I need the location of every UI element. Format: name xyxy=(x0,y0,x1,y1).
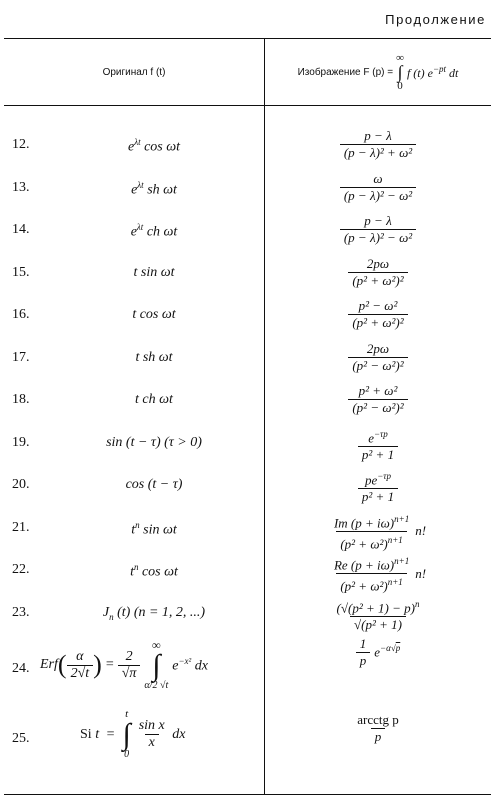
image-expression: $\frac{\text{arcctg p}}{p}$ xyxy=(357,712,399,744)
image-expression xyxy=(265,427,491,462)
table-row xyxy=(4,295,491,338)
image-expression xyxy=(265,129,491,160)
image-expression xyxy=(265,384,491,415)
original-function: $J_n$ (t) (n = 1, 2, ...) xyxy=(102,604,206,622)
row-number: 17. xyxy=(12,349,30,365)
image-label: Изображение F (p) = xyxy=(297,66,394,78)
continuation-caption: Продолжение xyxy=(385,12,486,27)
factorial-suffix: n! xyxy=(415,523,427,539)
fraction: $\frac{Re (p + i\omega)^{n+1}}{(p^2 + \omega^2)^{n+1}}$ xyxy=(333,556,410,594)
image-expression xyxy=(265,554,491,594)
table-row xyxy=(4,550,491,593)
erf-expression: Erf ( $\frac{\alpha}{2√t}$ ) = $\frac{2}{√\pi}$ ∞ ∫ α/2 √t $e^{-x^2}$ dx xyxy=(40,638,208,691)
original-function: $t^n$ cos ωt xyxy=(130,562,178,580)
fraction: $\frac{\omega}{\text{(p − λ)² − ω²}}$ xyxy=(340,172,416,203)
image-expression xyxy=(265,469,491,504)
si-expression: Si t = t ∫ 0 $\frac{\text{sin x}}{x}$ dx xyxy=(80,708,186,760)
row-number: 22. xyxy=(12,562,30,577)
table-row xyxy=(4,380,491,423)
row-number: 16. xyxy=(12,307,30,322)
row-number: 24. xyxy=(12,661,30,676)
integral-upper: ∞ xyxy=(152,638,161,652)
factorial-suffix: n! xyxy=(415,565,427,581)
original-function: t sh ωt xyxy=(135,349,173,365)
row-number: 19. xyxy=(12,434,30,450)
row-number: 13. xyxy=(12,179,30,195)
row-number: 25. xyxy=(12,731,30,746)
original-function: cos (t − τ) xyxy=(125,477,183,492)
integral-upper: t xyxy=(125,708,129,720)
table-row xyxy=(4,593,491,636)
fraction: $\frac{\text{p² + ω²}}{\text{(p² − ω²)²}}$ xyxy=(348,384,407,415)
row-number: 14. xyxy=(12,222,30,237)
integral-sign: ∞ ∫ 0 xyxy=(396,52,404,92)
image-expression: $\frac{1}{p}$ $e^{-\alpha√p}$ xyxy=(265,637,491,668)
image-expression xyxy=(265,257,491,288)
original-function: sin (t − τ) (τ > 0) xyxy=(106,434,202,450)
table-row-24 xyxy=(4,635,491,705)
fraction: $\frac{2p\omega}{\text{(p² + ω²)²}}$ xyxy=(348,257,407,288)
table-row xyxy=(4,338,491,381)
image-expression xyxy=(265,214,491,245)
fraction: $\frac{Im (p + i\omega)^{n+1}}{(p^2 + \omega^2)^{n+1}}$ xyxy=(333,513,410,552)
fraction: $\frac{pe^{-\tau p}}{\text{p² + 1}}$ xyxy=(358,469,398,504)
laplace-table xyxy=(4,38,491,795)
image-expression xyxy=(265,342,491,373)
header-divider xyxy=(4,105,491,106)
fraction: $\frac{(√(p^2 + 1) - p)^n}{\text{√(p² + 1)}}$ xyxy=(336,598,420,632)
integral-lower: α/2 √t xyxy=(144,680,169,691)
integrand: f (t) $e^{-pt}$ dt xyxy=(406,63,459,80)
table-row xyxy=(4,508,491,551)
original-function: $e^{\lambda t}$ cos ωt xyxy=(127,137,181,155)
image-expression xyxy=(265,512,491,552)
table-row xyxy=(4,125,491,168)
fraction: $\frac{2p\omega}{\text{(p² − ω²)²}}$ xyxy=(348,342,407,373)
row-number: 21. xyxy=(12,519,30,535)
fraction: $\frac{\text{p² − ω²}}{\text{(p² + ω²)²}}$ xyxy=(348,299,407,330)
fraction: $\frac{p - \lambda}{\text{(p − λ)² − ω²}}$ xyxy=(340,214,416,245)
integral-upper: ∞ xyxy=(396,52,404,64)
row-number: 20. xyxy=(12,477,30,492)
integral-lower: 0 xyxy=(124,749,130,760)
original-function: $e^{\lambda t}$ ch ωt xyxy=(130,222,178,240)
fraction: $\frac{e^{-\tau p}}{\text{p² + 1}}$ xyxy=(358,427,398,462)
row-number: 15. xyxy=(12,264,30,280)
row-number: 12. xyxy=(12,137,30,152)
table-row xyxy=(4,465,491,508)
table-row xyxy=(4,423,491,466)
image-column-header xyxy=(265,39,491,105)
row-number: 23. xyxy=(12,604,30,620)
original-function: t cos ωt xyxy=(132,307,176,322)
table-row xyxy=(4,168,491,211)
original-function: $t^n$ sin ωt xyxy=(131,519,177,538)
image-expression xyxy=(265,172,491,203)
row-number: 18. xyxy=(12,392,30,407)
original-column-header: Оригинал f (t) xyxy=(102,66,166,78)
image-expression xyxy=(265,597,491,632)
table-row-25 xyxy=(4,705,491,785)
original-function: t ch ωt xyxy=(135,392,173,407)
fraction: $\frac{p - \lambda}{\text{(p − λ)² + ω²}}$ xyxy=(340,129,416,160)
image-expression xyxy=(265,299,491,330)
integral-lower: 0 xyxy=(397,80,403,92)
original-function: t sin ωt xyxy=(133,264,175,280)
table-row xyxy=(4,210,491,253)
original-function: $e^{\lambda t}$ sh ωt xyxy=(131,179,177,198)
table-row xyxy=(4,253,491,296)
